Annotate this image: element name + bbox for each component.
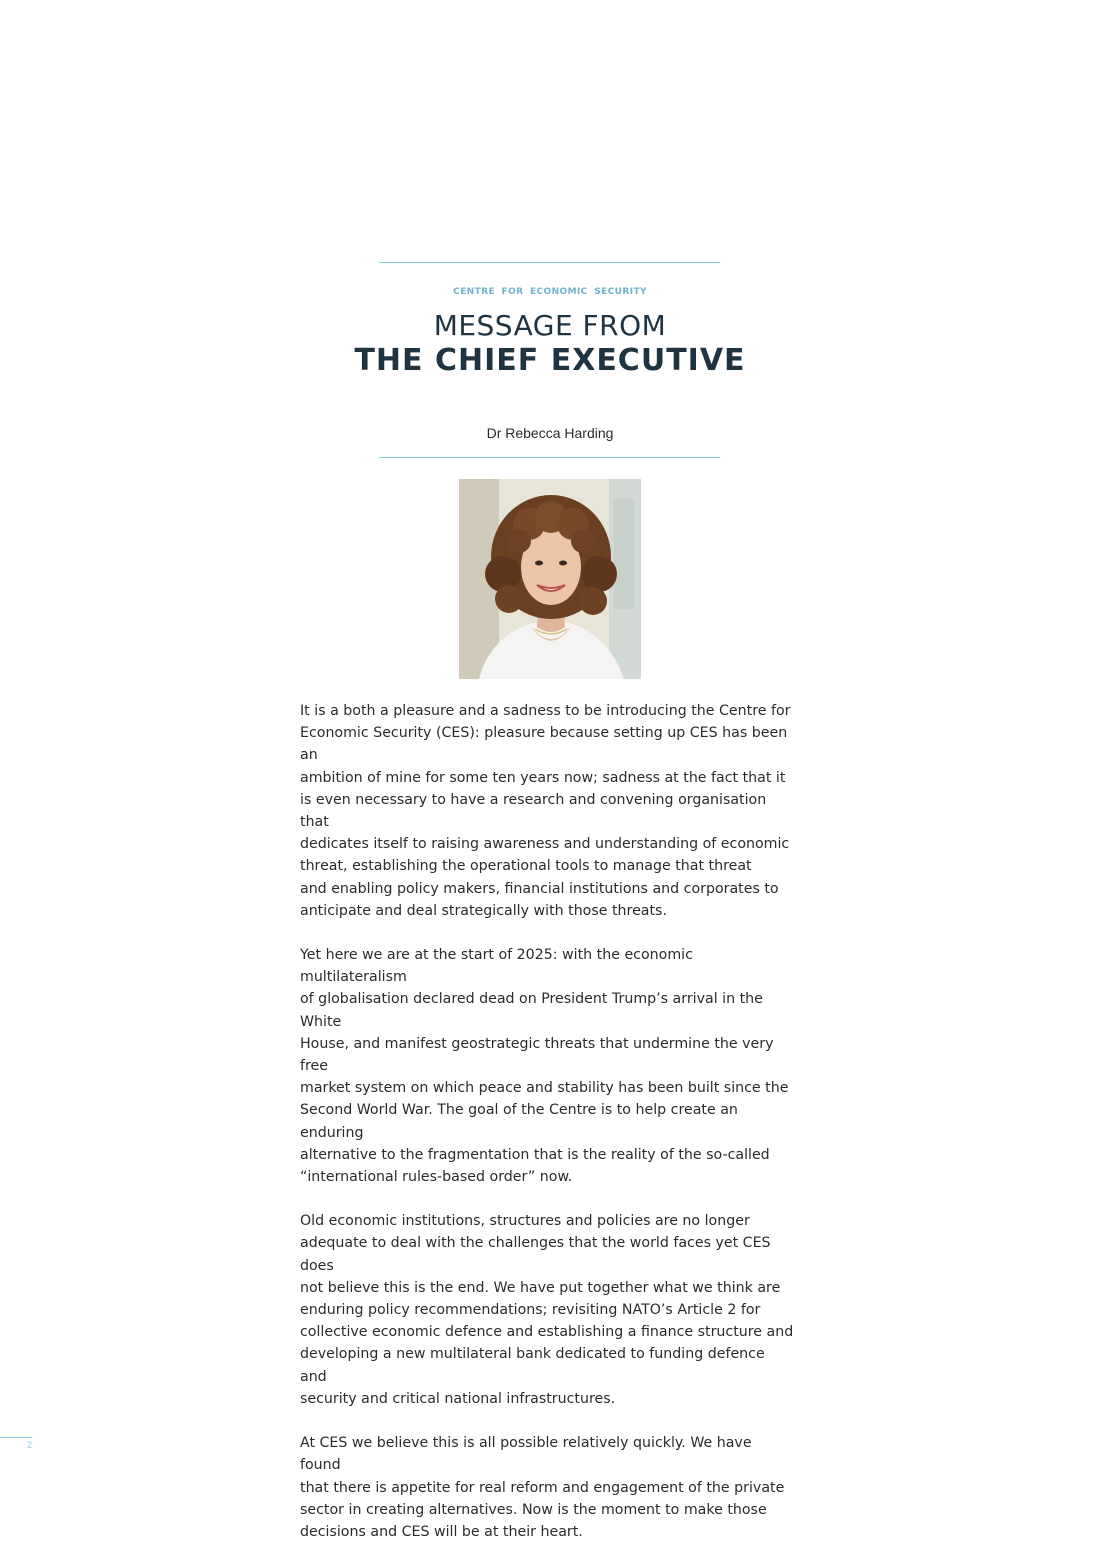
body-paragraph-2: Yet here we are at the start of 2025: with the economic multilateralism of globalisation declared dead on President Trump’s arrival in the White House, and manifest geostrategic threats that undermine the very free market system on which peace and stability has been built since the Second World War. The goal of the Centre is to help create an enduring alternative to the fragmentation that is the reality of the so-called “international rules-based order” now. [300,947,789,1186]
message-body [300,700,795,1565]
page-number: 2 [27,1440,33,1450]
bottom-divider [379,457,720,458]
portrait-photo [459,479,641,679]
page-title-line1: MESSAGE FROM [433,309,667,342]
body-paragraph-3: Old economic institutions, structures and policies are no longer adequate to deal with the challenges that the world faces yet CES does not believe this is the end. We have put together what we think are enduring policy recommendations; revisiting NATO’s Article 2 for collective economic defence and establishing a finance structure and developing a new multilateral bank dedicated to funding defence and security and critical national infrastructures. [300,1213,794,1407]
body-paragraph-4: At CES we believe this is all possible relatively quickly. We have found that there is appetite for real reform and engagement of the private sector in creating alternatives. Now is the moment to make those decisions and CES will be at their heart. [300,1435,785,1540]
org-name-label: CENTRE FOR ECONOMIC SECURITY [453,287,647,297]
page-title-line2: THE CHIEF EXECUTIVE [354,343,746,378]
top-divider [379,262,720,263]
body-paragraph-1: It is a both a pleasure and a sadness to be introducing the Centre for Economic Security (CES): pleasure because setting up CES has been an ambition of mine for some ten years now; sadness at the fact that it is even necessary to have a research and convening organisation that dedicates itself to raising awareness and understanding of economic threat, establishing the operational tools to manage that threat and enabling policy makers, financial institutions and corporates to anticipate and deal strategically with those threats. [300,703,791,919]
page-marker-line [0,1437,32,1438]
author-name: Dr Rebecca Harding [486,425,614,441]
